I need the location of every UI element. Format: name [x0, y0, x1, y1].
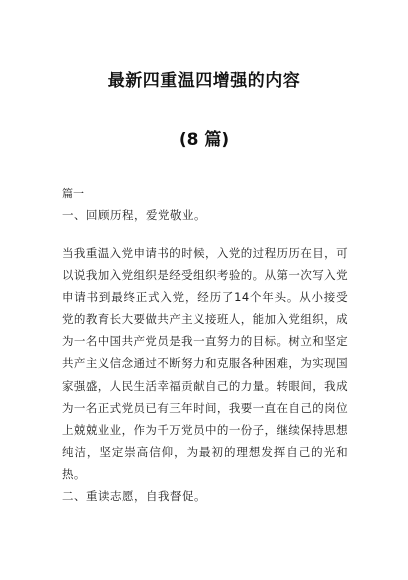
section-heading-2: 二、重读志愿，自我督促。	[62, 489, 206, 503]
section-label: 篇一	[62, 187, 84, 200]
document-title: 最新四重温四增强的内容	[107, 71, 301, 91]
document-subtitle: (8 篇)	[178, 130, 230, 150]
section-heading-1: 一、回顾历程，爱党敬业。	[62, 208, 206, 222]
body-paragraph-1: 当我重温入党申请书的时候，入党的过程历历在目，可以说我加入党组织是经受组织考验的。从第一次写入党申请书到最终正式入党，经历了14个年头。从小接受党的教育长大要做共产主义接班人，能加入党组织，成为一名中国共产党员是我一直努力的目标。树立和坚定共产主义信念通过不断努力和克服各种困难，为实现国家强盛，人民生活幸福贡献自己的力量。转眼间，我成为一名正式党员已有三年时间，我要一直在自己的岗位上兢兢业业，作为千万党员中的一份子，继续保持思想纯洁，坚定崇高信仰，为最初的理想发挥自己的光和热。	[62, 246, 348, 481]
